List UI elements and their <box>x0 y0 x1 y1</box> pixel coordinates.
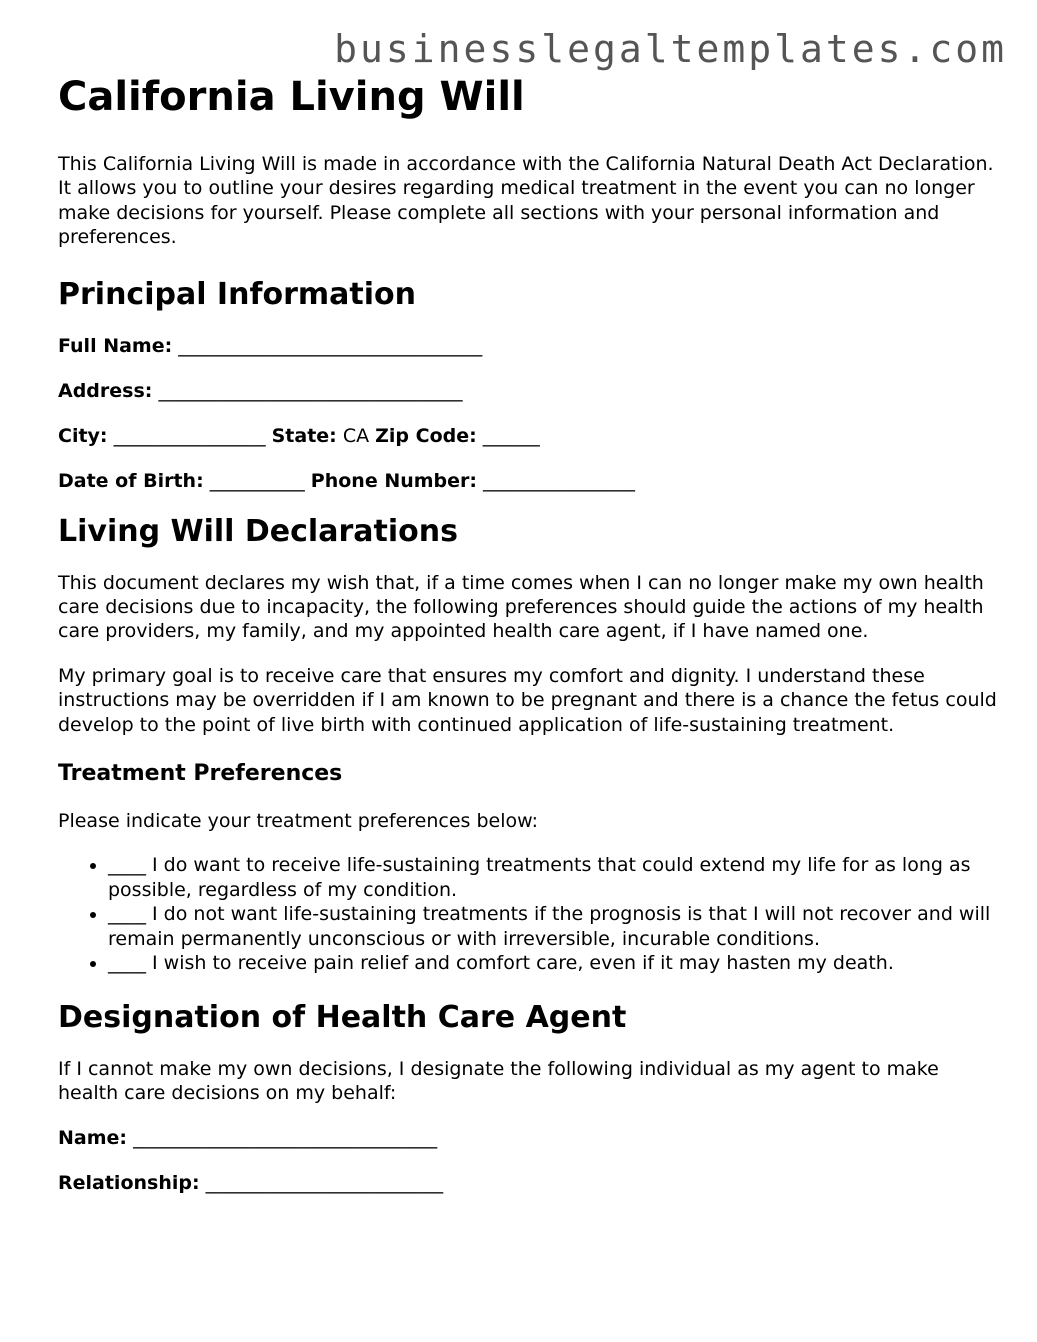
address-field <box>58 379 998 403</box>
dob-blank[interactable]: __________ <box>209 469 305 492</box>
full-name-label: Full Name: <box>58 334 173 357</box>
agent-name-label: Name: <box>58 1127 128 1150</box>
dob-phone-field <box>58 469 998 493</box>
agent-name-field <box>58 1126 998 1150</box>
treatment-intro: Please indicate your treatment preferences below: <box>58 810 539 833</box>
phone-label: Phone Number: <box>310 469 477 492</box>
declarations-paragraph-2: My primary goal is to receive care that ensures my comfort and dignity. I understand these instructions may be overridden if I am known to be pregnant and there is a chance the fetus could develop to the point of live birth with continued application of life-sustaining treatment. <box>58 664 997 736</box>
declarations-heading: Living Will Declarations <box>58 513 458 549</box>
city-label: City: <box>58 424 108 447</box>
state-label: State: <box>271 424 337 447</box>
principal-heading: Principal Information <box>58 276 417 312</box>
treatment-options-list <box>58 853 998 975</box>
agent-heading: Designation of Health Care Agent <box>58 999 627 1035</box>
treatment-heading: Treatment Preferences <box>58 761 343 787</box>
intro-paragraph: This California Living Will is made in accordance with the California Natural Death Act Declaration. It allows you to outline your desires regarding medical treatment in the event you can no longer make decisions for yourself. Please complete all sections with your personal information and preferences. <box>58 153 994 249</box>
state-value: CA <box>342 424 370 447</box>
relationship-label: Relationship: <box>58 1172 200 1195</box>
treatment-option-1[interactable]: • ____ I do want to receive life-sustaining treatments that could extend my life for as long as possible, regardless of my condition. <box>108 853 998 902</box>
declarations-paragraph-1: This document declares my wish that, if a time comes when I can no longer make my own health care decisions due to incapacity, the following preferences should guide the actions of my health care providers, my family, and my appointed health care agent, if I have named one. <box>58 571 984 643</box>
address-label: Address: <box>58 379 153 402</box>
zip-blank[interactable]: ______ <box>482 424 540 447</box>
full-name-blank[interactable]: ________________________________ <box>178 334 483 357</box>
zip-label: Zip Code: <box>375 424 477 447</box>
document-title: California Living Will <box>58 74 525 120</box>
full-name-field <box>58 334 998 358</box>
relationship-field <box>58 1171 998 1195</box>
address-blank[interactable]: ________________________________ <box>158 379 463 402</box>
dob-label: Date of Birth: <box>58 469 204 492</box>
city-state-zip-field <box>58 424 998 448</box>
treatment-option-2[interactable]: • ____ I do not want life-sustaining treatments if the prognosis is that I will not recover and will remain permanently unconscious or with irreversible, incurable conditions. <box>108 902 998 951</box>
watermark: businesslegaltemplates.com <box>334 27 1007 71</box>
relationship-blank[interactable]: _________________________ <box>205 1172 444 1195</box>
agent-name-blank[interactable]: ________________________________ <box>133 1127 438 1150</box>
agent-intro: If I cannot make my own decisions, I designate the following individual as my agent to make health care decisions on my behalf: <box>58 1057 939 1104</box>
phone-blank[interactable]: ________________ <box>483 469 636 492</box>
treatment-option-3[interactable]: • ____ I wish to receive pain relief and comfort care, even if it may hasten my death. <box>108 951 998 975</box>
document <box>58 70 998 1195</box>
city-blank[interactable]: ________________ <box>113 424 266 447</box>
